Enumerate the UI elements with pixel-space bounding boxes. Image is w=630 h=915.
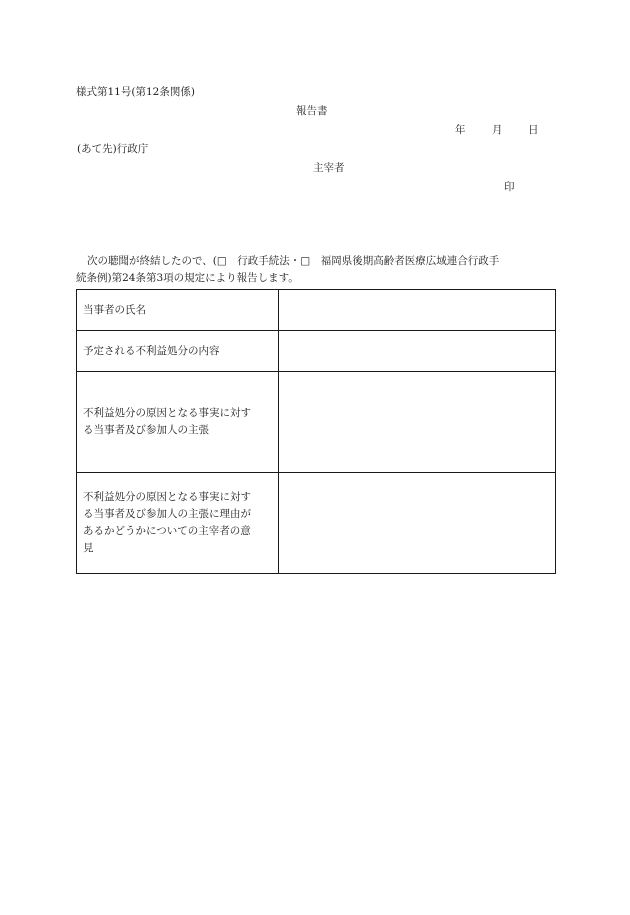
report-statement-line: 続条例)第24条第3項の規定により報告します。 <box>76 272 299 284</box>
party-name-label: 当事者の氏名 <box>77 290 279 331</box>
presider-opinion-field[interactable] <box>279 473 556 574</box>
date-month-label: 月 <box>492 124 503 136</box>
presider-label: 主宰者 <box>313 162 345 174</box>
form-number: 様式第11号(第12条関係) <box>76 86 195 98</box>
table-row <box>77 290 556 331</box>
report-statement-line: 次の聴聞が終結したので、(□ 行政手続法・□ 福岡県後期高齢者医療広域連合行政手 <box>87 255 500 267</box>
planned-disposition-label: 予定される不利益処分の内容 <box>77 331 279 372</box>
date-day-label: 日 <box>528 124 539 136</box>
label-line: る当事者及び参加人の主張に理由が <box>83 508 251 520</box>
label-line: る当事者及び参加人の主張 <box>83 424 209 436</box>
party-name-field[interactable] <box>279 290 556 331</box>
date-year-label: 年 <box>455 124 466 136</box>
table-row <box>77 372 556 473</box>
table-row <box>77 331 556 372</box>
table-row <box>77 473 556 574</box>
party-claims-field[interactable] <box>279 372 556 473</box>
planned-disposition-field[interactable] <box>279 331 556 372</box>
document-title: 報告書 <box>296 105 328 117</box>
report-statement <box>76 253 558 287</box>
addressee: (あて先)行政庁 <box>77 143 149 155</box>
label-line: あるかどうかについての主宰者の意 <box>83 525 251 537</box>
label-line: 不利益処分の原因となる事実に対す <box>83 491 251 503</box>
presider-opinion-label <box>77 473 279 574</box>
party-claims-label <box>77 372 279 473</box>
report-table <box>76 289 556 574</box>
seal-mark: 印 <box>504 181 515 193</box>
label-line: 見 <box>83 542 94 554</box>
label-line: 不利益処分の原因となる事実に対す <box>83 407 251 419</box>
